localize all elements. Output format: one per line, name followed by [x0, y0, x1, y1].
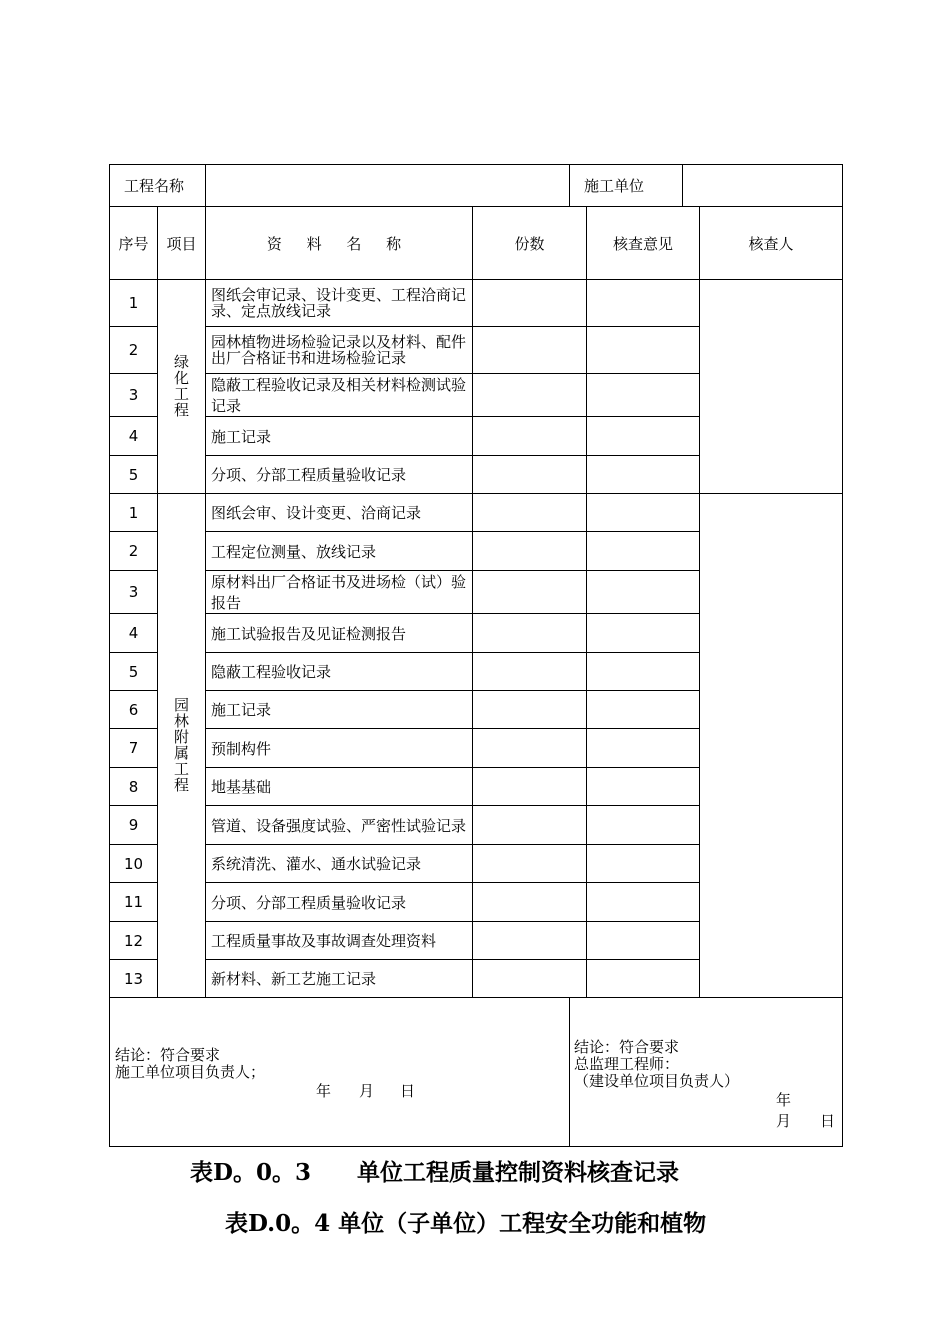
copies-cell[interactable]: [473, 614, 587, 653]
opinion-cell[interactable]: [587, 374, 700, 417]
row-number: 6: [110, 691, 158, 729]
left-signer-label: 施工单位项目负责人；: [115, 1063, 266, 1081]
opinion-cell[interactable]: [587, 922, 700, 960]
document-name: 图纸会审记录、设计变更、工程洽商记录、定点放线记录: [206, 280, 473, 327]
right-signer-label: 总监理工程师：: [574, 1055, 680, 1073]
document-name: 隐蔽工程验收记录及相关材料检测试验记录: [206, 374, 473, 417]
quality-control-record-sheet: [109, 164, 842, 1139]
conclusion-right: [570, 998, 843, 1147]
col-header-opinion: 核查意见: [587, 207, 700, 280]
row-number: 9: [110, 806, 158, 845]
copies-cell[interactable]: [473, 729, 587, 768]
copies-cell[interactable]: [473, 280, 587, 327]
row-number: 4: [110, 614, 158, 653]
document-name: 新材料、新工艺施工记录: [206, 960, 473, 998]
document-name: 园林植物进场检验记录以及材料、配件出厂合格证书和进场检验记录: [206, 327, 473, 374]
row-number: 8: [110, 768, 158, 806]
col-header-copies: 份数: [473, 207, 587, 280]
left-month: 月: [359, 1082, 375, 1100]
opinion-cell[interactable]: [587, 845, 700, 883]
document-name: 隐蔽工程验收记录: [206, 653, 473, 691]
record-table: [109, 164, 843, 1147]
copies-cell[interactable]: [473, 571, 587, 614]
section-title-cell: [158, 280, 206, 494]
copies-cell[interactable]: [473, 327, 587, 374]
left-day: 日: [400, 1082, 416, 1100]
left-conclusion-text: 结论：符合要求: [115, 1046, 221, 1064]
col-header-checker: 核查人: [700, 207, 843, 280]
document-name: 工程定位测量、放线记录: [206, 532, 473, 571]
left-date: [316, 1080, 415, 1101]
project-name-value[interactable]: [206, 165, 570, 207]
section-title: 园林附属工程: [173, 696, 189, 794]
opinion-cell[interactable]: [587, 729, 700, 768]
opinion-cell[interactable]: [587, 456, 700, 494]
left-year: 年: [316, 1082, 332, 1100]
right-year: 年: [776, 1091, 792, 1109]
opinion-cell[interactable]: [587, 960, 700, 998]
row-number: 12: [110, 922, 158, 960]
construction-unit-value[interactable]: [683, 165, 843, 207]
opinion-cell[interactable]: [587, 280, 700, 327]
row-number: 3: [110, 374, 158, 417]
col-header-item: 项目: [158, 207, 206, 280]
row-number: 13: [110, 960, 158, 998]
right-date: [776, 1089, 842, 1131]
copies-cell[interactable]: [473, 456, 587, 494]
row-number: 10: [110, 845, 158, 883]
row-number: 4: [110, 417, 158, 456]
document-name: 分项、分部工程质量验收记录: [206, 883, 473, 922]
opinion-cell[interactable]: [587, 327, 700, 374]
section-title-cell: [158, 494, 206, 998]
row-number: 3: [110, 571, 158, 614]
table-row: [110, 494, 843, 532]
opinion-cell[interactable]: [587, 768, 700, 806]
document-name: 工程质量事故及事故调查处理资料: [206, 922, 473, 960]
copies-cell[interactable]: [473, 922, 587, 960]
copies-cell[interactable]: [473, 960, 587, 998]
document-name: 施工试验报告及见证检测报告: [206, 614, 473, 653]
opinion-cell[interactable]: [587, 417, 700, 456]
document-name: 原材料出厂合格证书及进场检（试）验报告: [206, 571, 473, 614]
col-header-seq: 序号: [110, 207, 158, 280]
document-name: 施工记录: [206, 417, 473, 456]
right-conclusion-text: 结论：符合要求: [574, 1038, 680, 1056]
copies-cell[interactable]: [473, 417, 587, 456]
checker-cell[interactable]: [700, 280, 843, 494]
row-number: 1: [110, 280, 158, 327]
copies-cell[interactable]: [473, 768, 587, 806]
copies-cell[interactable]: [473, 653, 587, 691]
copies-cell[interactable]: [473, 845, 587, 883]
row-number: 1: [110, 494, 158, 532]
copies-cell[interactable]: [473, 883, 587, 922]
right-month: 月: [776, 1112, 792, 1130]
table-d04-title: 表D.0。4 单位（子单位）工程安全功能和植物: [225, 1210, 707, 1237]
column-header-row: [110, 207, 843, 280]
construction-unit-label: 施工单位: [570, 165, 683, 207]
conclusion-row: [110, 998, 843, 1147]
copies-cell[interactable]: [473, 691, 587, 729]
document-name: 管道、设备强度试验、严密性试验记录: [206, 806, 473, 845]
right-signer-note: （建设单位项目负责人）: [574, 1072, 740, 1090]
opinion-cell[interactable]: [587, 883, 700, 922]
opinion-cell[interactable]: [587, 653, 700, 691]
col-header-name: 资 料 名 称: [206, 207, 473, 280]
copies-cell[interactable]: [473, 806, 587, 845]
section-title: 绿化工程: [173, 353, 189, 419]
document-name: 施工记录: [206, 691, 473, 729]
row-number: 2: [110, 327, 158, 374]
header-row: [110, 165, 843, 207]
project-name-label: 工程名称: [110, 165, 206, 207]
row-number: 5: [110, 456, 158, 494]
opinion-cell[interactable]: [587, 532, 700, 571]
copies-cell[interactable]: [473, 532, 587, 571]
opinion-cell[interactable]: [587, 571, 700, 614]
document-name: 地基基础: [206, 768, 473, 806]
copies-cell[interactable]: [473, 374, 587, 417]
document-name: 预制构件: [206, 729, 473, 768]
right-day: 日: [820, 1112, 836, 1130]
opinion-cell[interactable]: [587, 494, 700, 532]
conclusion-left: [110, 998, 570, 1147]
opinion-cell[interactable]: [587, 614, 700, 653]
document-name: 分项、分部工程质量验收记录: [206, 456, 473, 494]
row-number: 2: [110, 532, 158, 571]
row-number: 7: [110, 729, 158, 768]
copies-cell[interactable]: [473, 494, 587, 532]
table-d03-title: 表D。0。3 单位工程质量控制资料核查记录: [190, 1159, 679, 1186]
row-number: 11: [110, 883, 158, 922]
opinion-cell[interactable]: [587, 691, 700, 729]
document-name: 系统清洗、灌水、通水试验记录: [206, 845, 473, 883]
document-name: 图纸会审、设计变更、洽商记录: [206, 494, 473, 532]
checker-cell[interactable]: [700, 494, 843, 998]
table-row: [110, 280, 843, 327]
row-number: 5: [110, 653, 158, 691]
opinion-cell[interactable]: [587, 806, 700, 845]
